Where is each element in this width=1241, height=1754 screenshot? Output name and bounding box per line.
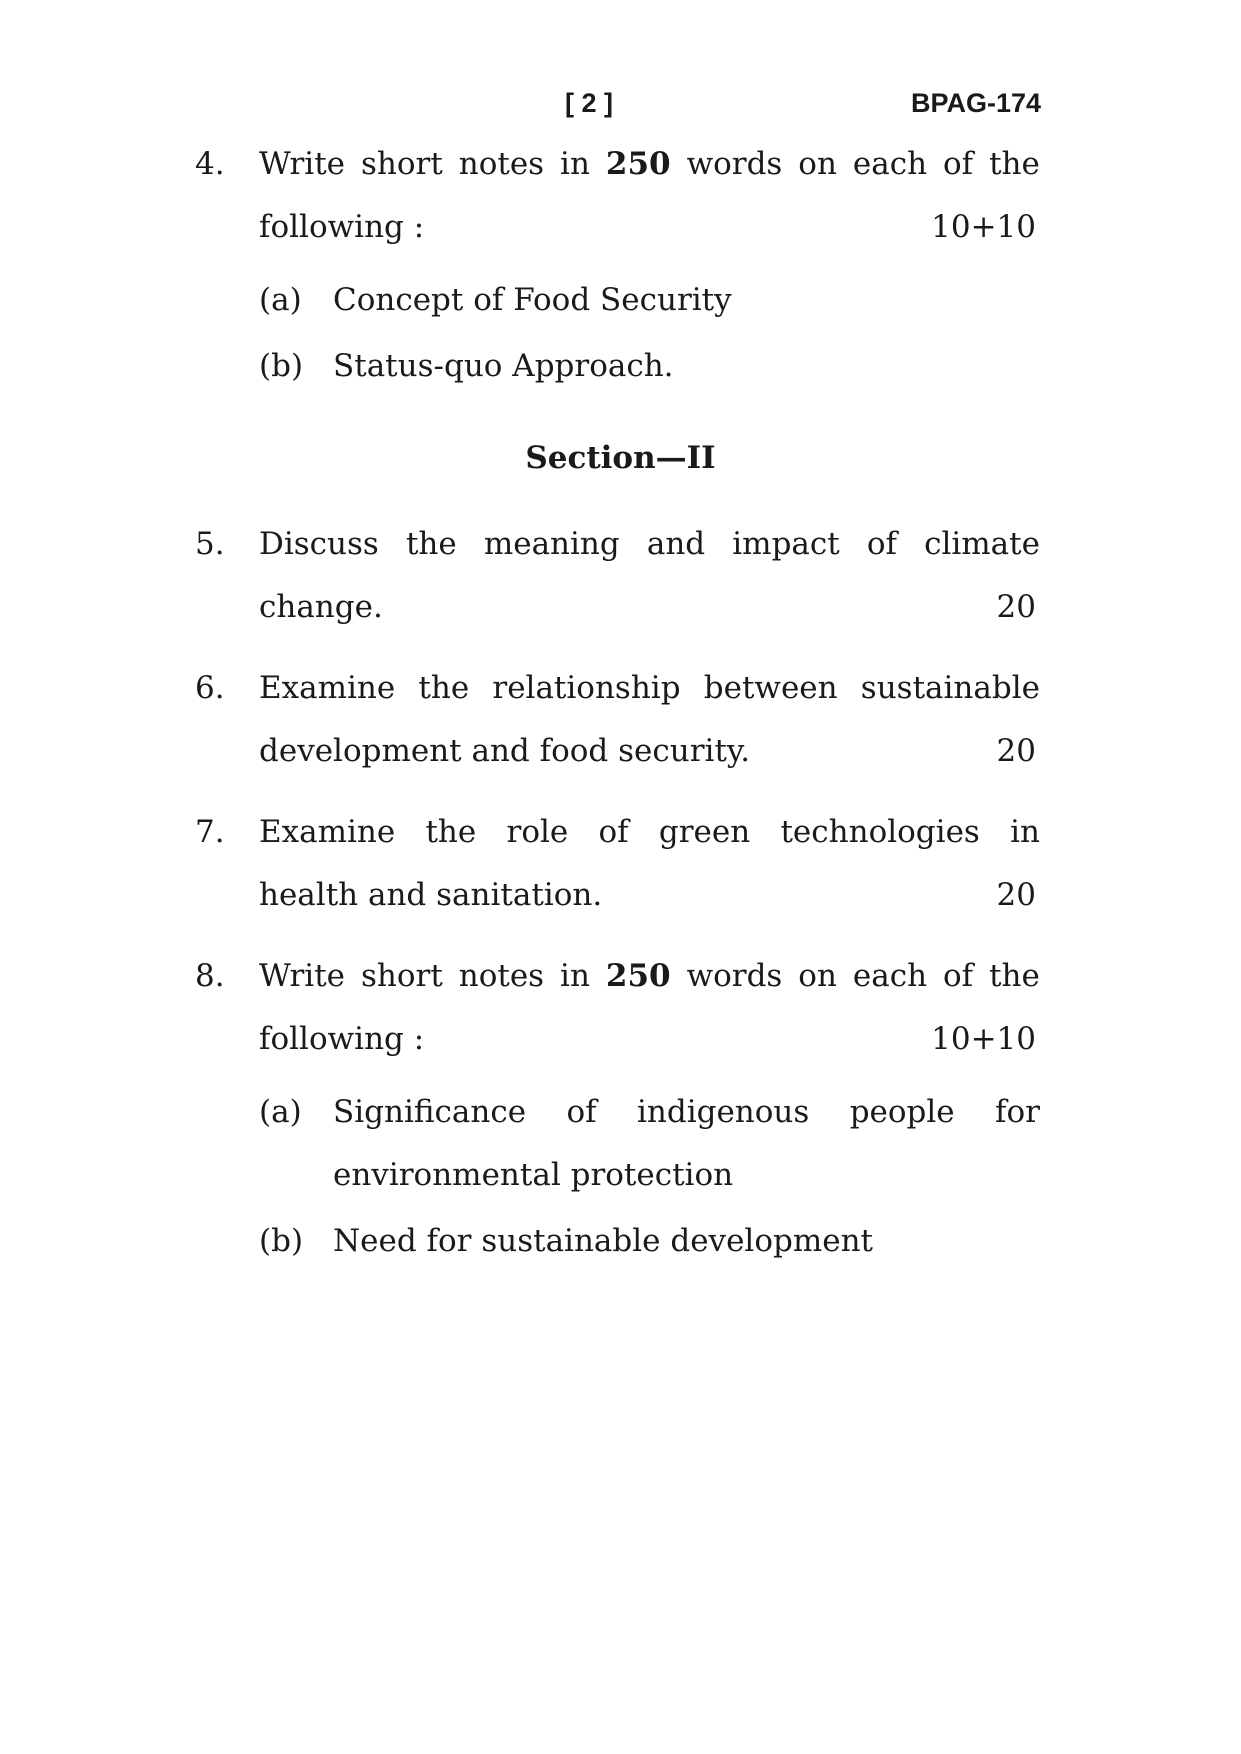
word-count-bold: 250	[605, 146, 671, 182]
word: green	[658, 814, 751, 850]
word: each	[852, 958, 928, 994]
word: between	[703, 670, 838, 706]
question-number: 5.	[195, 526, 225, 562]
question-number: 8.	[195, 958, 225, 994]
sub-question-b	[259, 1210, 1040, 1273]
question-line	[259, 576, 1040, 639]
question-number: 4.	[195, 146, 225, 182]
sub-question-a	[259, 1081, 1040, 1207]
marks: 20	[996, 733, 1036, 769]
question-line	[259, 1008, 1040, 1071]
sub-text: environmental protection	[333, 1157, 734, 1193]
word: and	[646, 526, 706, 562]
sub-label: (b)	[259, 348, 304, 384]
word: notes	[458, 146, 545, 182]
word: Write	[259, 146, 346, 182]
word: the	[405, 526, 457, 562]
sub-question-b	[259, 335, 1040, 398]
question-line	[259, 513, 1040, 576]
question-text: health and sanitation.	[259, 877, 603, 913]
word: on	[798, 146, 837, 182]
question-6	[195, 657, 1040, 783]
word: for	[995, 1094, 1040, 1130]
page-header	[0, 88, 1241, 128]
word: the	[418, 670, 470, 706]
word: climate	[924, 526, 1040, 562]
word: Examine	[259, 670, 396, 706]
word: on	[798, 958, 837, 994]
paper-code: BPAG-174	[910, 88, 1041, 118]
word: words	[686, 146, 783, 182]
question-line	[259, 133, 1040, 196]
word: relationship	[492, 670, 681, 706]
question-line	[259, 864, 1040, 927]
word: each	[852, 146, 928, 182]
question-5	[195, 513, 1040, 639]
word: notes	[458, 958, 545, 994]
question-number: 6.	[195, 670, 225, 706]
page-number: [ 2 ]	[565, 88, 614, 118]
word: sustainable	[860, 670, 1040, 706]
question-line	[259, 801, 1040, 864]
sub-text: Concept of Food Security	[333, 282, 732, 318]
word: of	[598, 814, 629, 850]
question-7	[195, 801, 1040, 927]
word: words	[686, 958, 783, 994]
word: short	[360, 146, 443, 182]
word: Write	[259, 958, 346, 994]
question-text: following :	[259, 1021, 425, 1057]
word: short	[360, 958, 443, 994]
word: Examine	[259, 814, 396, 850]
question-number: 7.	[195, 814, 225, 850]
question-line	[259, 196, 1040, 259]
word: in	[560, 958, 590, 994]
marks: 10+10	[931, 209, 1036, 245]
word: Discuss	[259, 526, 379, 562]
word: Significance	[333, 1094, 527, 1130]
sub-line	[333, 1081, 1040, 1144]
word: technologies	[780, 814, 980, 850]
question-8	[195, 945, 1040, 1273]
word: the	[425, 814, 477, 850]
sub-label: (a)	[259, 282, 302, 318]
sub-text: Status-quo Approach.	[333, 348, 674, 384]
word: of	[566, 1094, 597, 1130]
sub-label: (b)	[259, 1223, 304, 1259]
question-line	[259, 657, 1040, 720]
sub-label: (a)	[259, 1094, 302, 1130]
sub-question-a	[259, 269, 1040, 332]
section-title: Section—II	[525, 440, 716, 476]
question-4	[195, 133, 1040, 398]
word: meaning	[483, 526, 620, 562]
word: of	[943, 146, 974, 182]
marks: 20	[996, 589, 1036, 625]
word: the	[989, 958, 1040, 994]
word: of	[866, 526, 897, 562]
word: people	[849, 1094, 955, 1130]
question-line	[259, 945, 1040, 1008]
question-text: following :	[259, 209, 425, 245]
word: indigenous	[636, 1094, 810, 1130]
word: role	[506, 814, 569, 850]
question-text: development and food security.	[259, 733, 751, 769]
word: in	[1010, 814, 1040, 850]
sub-text: Need for sustainable development	[333, 1223, 874, 1259]
question-line	[259, 720, 1040, 783]
word: impact	[732, 526, 840, 562]
word-count-bold: 250	[605, 958, 671, 994]
word: in	[560, 146, 590, 182]
word: of	[943, 958, 974, 994]
marks: 20	[996, 877, 1036, 913]
word: the	[989, 146, 1040, 182]
marks: 10+10	[931, 1021, 1036, 1057]
question-text: change.	[259, 589, 383, 625]
